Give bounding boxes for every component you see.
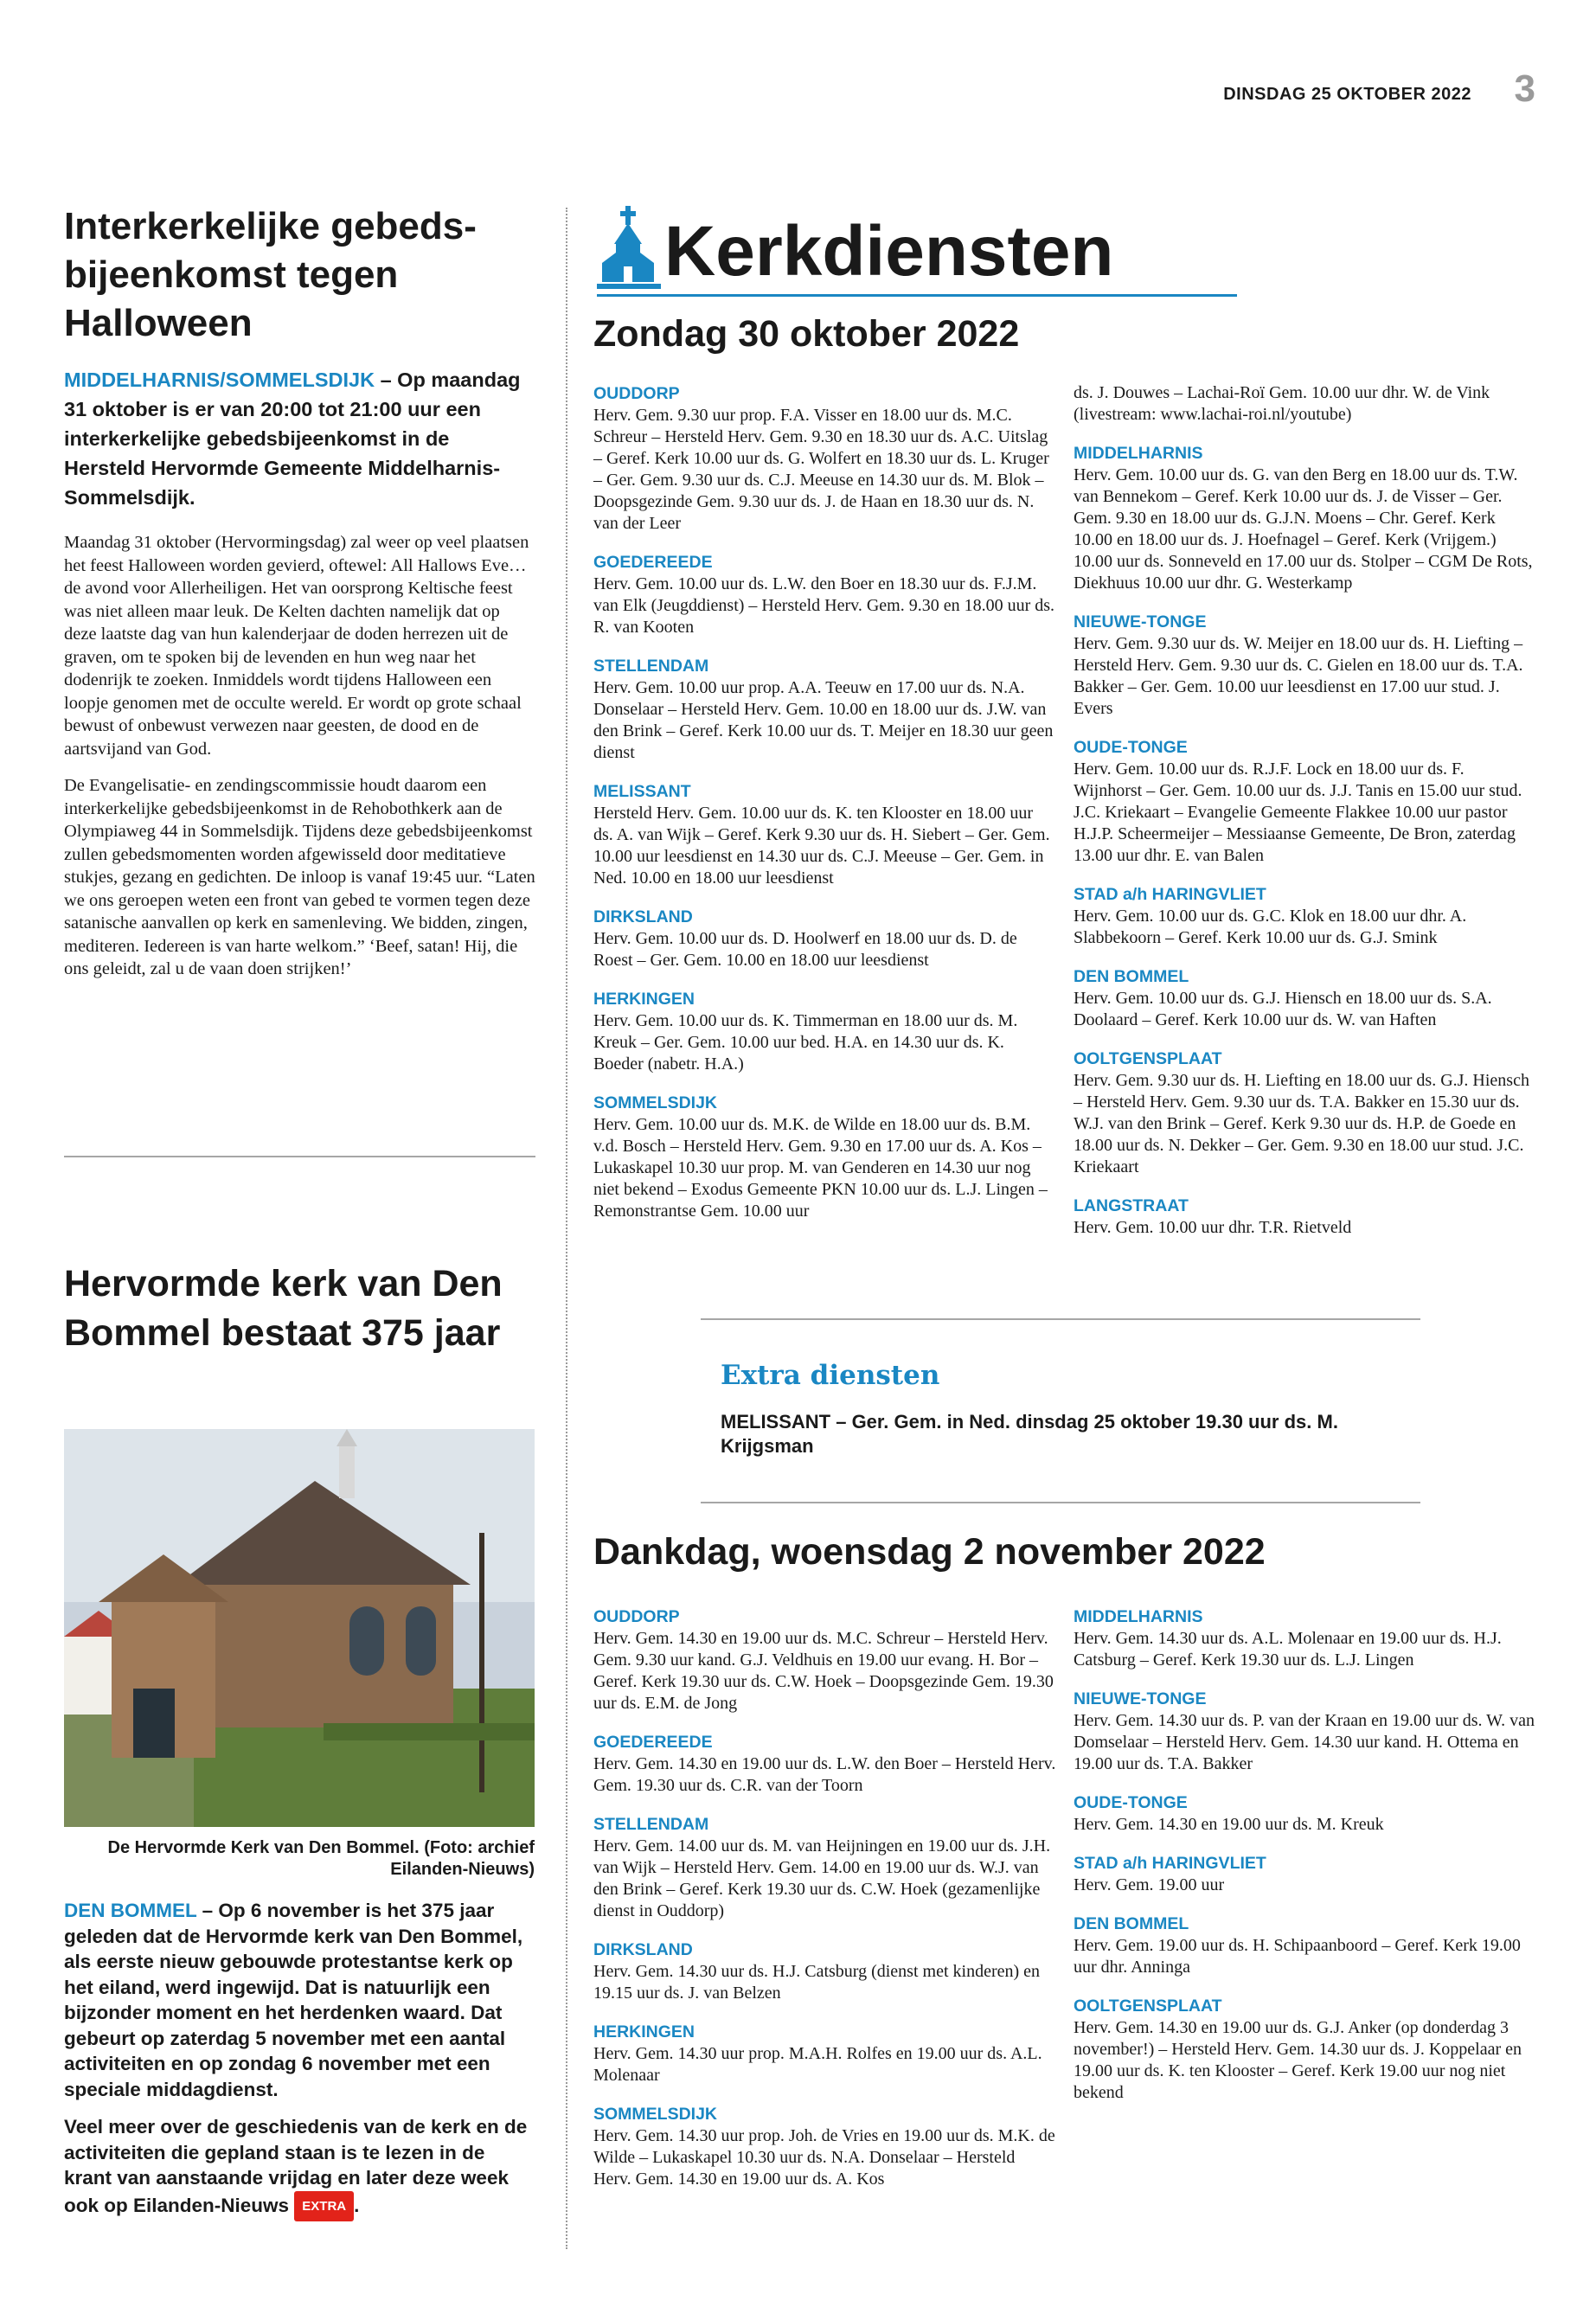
service-entry bbox=[593, 1939, 1056, 2004]
service-text: Herv. Gem. 9.30 uur ds. H. Liefting en 18.00 uur ds. G.J. Hiensch – Hersteld Herv. Gem. 9.30 uur ds. T.A. Bakker en 15.30 uur ds. W.J. van den Brink – Geref. Kerk 9.30 uur ds. H.P. de Goede en 18.00 uur ds. N. Dekker – Ger. Gem. 9.30 en 18.00 uur stud. J.C. Kriekaart bbox=[1074, 1071, 1529, 1176]
service-place: MELISSANT bbox=[593, 782, 691, 801]
service-text: Herv. Gem. 14.30 uur prop. M.A.H. Rolfes en 19.00 uur ds. A.L. Molenaar bbox=[593, 2044, 1042, 2085]
service-entry bbox=[593, 1606, 1056, 1715]
column-divider bbox=[566, 208, 567, 2249]
article-halloween bbox=[64, 202, 535, 995]
service-entry bbox=[593, 906, 1056, 971]
service-entry bbox=[1074, 442, 1536, 594]
service-entry bbox=[1074, 1195, 1536, 1239]
sunday-services-left bbox=[593, 382, 1056, 1239]
article-body bbox=[64, 531, 535, 981]
service-place: STELLENDAM bbox=[593, 1815, 709, 1834]
service-entry bbox=[593, 1813, 1056, 1922]
service-place: OUDE-TONGE bbox=[1074, 1793, 1188, 1812]
article-more bbox=[64, 2114, 535, 2221]
service-text: Herv. Gem. 14.30 uur ds. H.J. Catsburg (dienst met kinderen) en 19.15 uur ds. J. van Belzen bbox=[593, 1962, 1041, 2003]
service-entry bbox=[1074, 883, 1536, 949]
service-text: Herv. Gem. 10.00 uur ds. K. Timmerman en 18.00 uur ds. M. Kreuk – Ger. Gem. 10.00 uur bed. H.A. en 14.30 uur ds. K. Boeder (nabetr. H.A.) bbox=[593, 1011, 1018, 1074]
service-place: HERKINGEN bbox=[593, 2022, 695, 2041]
service-entry bbox=[593, 2021, 1056, 2086]
service-text: Herv. Gem. 10.00 uur ds. M.K. de Wilde en 18.00 uur ds. B.M. v.d. Bosch – Hersteld Herv. Gem. 9.30 en 17.00 uur ds. A. Kos – Lukaskapel 10.30 uur prop. M. van Genderen en 14.30 uur nog niet bekend – Exodus Gemeente PKN 10.00 uur ds. L.J. Lingen – Remonstrantse Gem. 10.00 uur bbox=[593, 1115, 1048, 1221]
service-text: Herv. Gem. 10.00 uur dhr. T.R. Rietveld bbox=[1074, 1218, 1352, 1237]
service-place: GOEDEREEDE bbox=[593, 553, 713, 572]
article-lead bbox=[64, 365, 535, 512]
service-place: STAD a/h HARINGVLIET bbox=[1074, 885, 1266, 904]
service-entry bbox=[1074, 1852, 1536, 1896]
dankdag-services-left bbox=[593, 1606, 1056, 2207]
dankdag-title: Dankdag, woensdag 2 november 2022 bbox=[593, 1531, 1266, 1573]
service-text: Herv. Gem. 14.00 uur ds. M. van Heijningen en 19.00 uur ds. J.H. van Wijk – Hersteld Herv. Gem. 14.00 en 19.00 uur ds. W.J. van den Brink – Geref. Kerk 19.30 uur ds. C.W. Hoek (gezamenlijke dienst in Ouddorp) bbox=[593, 1836, 1051, 1920]
service-place: GOEDEREEDE bbox=[593, 1733, 713, 1752]
extra-diensten-text: MELISSANT – Ger. Gem. in Ned. dinsdag 25 oktober 19.30 uur ds. M. Krijgsman bbox=[721, 1411, 1338, 1457]
service-text: Herv. Gem. 10.00 uur ds. D. Hoolwerf en 18.00 uur ds. D. de Roest – Ger. Gem. 10.00 en 18.00 uur leesdienst bbox=[593, 929, 1017, 970]
service-entry bbox=[1074, 611, 1536, 720]
church-photo bbox=[64, 1429, 535, 1827]
extra-diensten-title: Extra diensten bbox=[721, 1360, 940, 1391]
service-text: Herv. Gem. 10.00 uur ds. R.J.F. Lock en 18.00 uur ds. F. Wijnhorst – Ger. Gem. 10.00 uur ds. J.J. Tanis en 15.00 uur stud. J.C. Kriekaart – Evangelie Gemeente Flakkee 10.00 uur pastor H.J.P. Scheermeijer – Messiaanse Gemeente, De Bron, zaterdag 13.00 uur dhr. E. van Balen bbox=[1074, 760, 1522, 865]
service-text: Herv. Gem. 9.30 uur prop. F.A. Visser en 18.00 uur ds. M.C. Schreur – Hersteld Herv. Gem. 9.30 en 18.30 uur ds. A.C. Uitslag – Geref. Kerk 10.00 uur ds. G. Wolfert en 18.30 uur ds. L. Kruger – Ger. Gem. 9.30 uur ds. C.J. Meeuse en 14.30 uur ds. M. Blok – Doopsgezinde Gem. 9.30 uur ds. J. de Haan en 18.30 uur ds. N. van der Leer bbox=[593, 406, 1049, 533]
service-entry bbox=[593, 2103, 1056, 2190]
service-place: DEN BOMMEL bbox=[1074, 1914, 1189, 1933]
photo-caption: De Hervormde Kerk van Den Bommel. (Foto: archief Eilanden-Nieuws) bbox=[107, 1838, 535, 1879]
article-headline: Hervormde kerk van Den Bommel bestaat 375 jaar bbox=[64, 1263, 503, 1354]
article-kicker: DEN BOMMEL bbox=[64, 1900, 197, 1921]
article-den-bommel-body bbox=[64, 1898, 535, 2221]
service-text: Herv. Gem. 14.30 uur prop. Joh. de Vries en 19.00 uur ds. M.K. de Wilde – Lukaskapel 10.30 uur ds. N.A. Donselaar – Hersteld Herv. Gem. 14.30 en 19.00 uur ds. A. Kos bbox=[593, 2126, 1055, 2189]
service-text: Herv. Gem. 10.00 uur ds. G.J. Hiensch en 18.00 uur ds. S.A. Doolaard – Geref. Kerk 10.00 uur ds. W. van Haften bbox=[1074, 989, 1492, 1029]
church-icon bbox=[597, 206, 661, 292]
service-entry bbox=[1074, 1995, 1536, 2104]
service-entry bbox=[1074, 1913, 1536, 1978]
article-headline: Interkerkelijke gebeds-bijeenkomst tegen Halloween bbox=[64, 205, 477, 344]
service-text: Herv. Gem. 9.30 uur ds. W. Meijer en 18.00 uur ds. H. Liefting – Hersteld Herv. Gem. 9.30 uur ds. C. Gielen en 18.00 uur ds. T.A. Bakker – Ger. Gem. 10.00 uur leesdienst en 17.00 uur stud. J. Evers bbox=[1074, 634, 1523, 718]
service-text: Herv. Gem. 10.00 uur prop. A.A. Teeuw en 17.00 uur ds. N.A. Donselaar – Hersteld Herv. Gem. 10.00 en 18.00 uur ds. J.W. van den Brink – Geref. Kerk 10.00 uur ds. T. Meijer en 18.30 uur geen dienst bbox=[593, 678, 1054, 762]
service-entry bbox=[1074, 1688, 1536, 1775]
extra-badge[interactable]: EXTRA bbox=[294, 2191, 354, 2222]
service-entry bbox=[593, 988, 1056, 1075]
service-place: DIRKSLAND bbox=[593, 1940, 693, 1959]
service-entry bbox=[1074, 1791, 1536, 1836]
service-text: Herv. Gem. 10.00 uur ds. G.C. Klok en 18.00 uur dhr. A. Slabbekoorn – Geref. Kerk 10.00 uur ds. G.J. Smink bbox=[1074, 907, 1467, 947]
service-place: LANGSTRAAT bbox=[1074, 1196, 1189, 1215]
service-text: Herv. Gem. 14.30 en 19.00 uur ds. M. Kreuk bbox=[1074, 1815, 1384, 1834]
kerkdiensten-title: Kerkdiensten bbox=[664, 212, 1114, 291]
service-text: Herv. Gem. 14.30 en 19.00 uur ds. M.C. Schreur – Hersteld Herv. Gem. 9.30 uur kand. G.J. Veldhuis en 19.00 uur evang. H. Bor – Geref. Kerk 19.30 uur ds. C.W. Hoek – Doopsgezinde Gem. 19.30 uur ds. E.M. de Jong bbox=[593, 1629, 1054, 1713]
sunday-title: Zondag 30 oktober 2022 bbox=[593, 313, 1020, 355]
service-place: SOMMELSDIJK bbox=[593, 2105, 718, 2124]
dankdag-services-right bbox=[1074, 1606, 1536, 2120]
service-text: ds. J. Douwes – Lachai-Roï Gem. 10.00 uur dhr. W. de Vink (livestream: www.lachai-roi.nl/youtube) bbox=[1074, 383, 1490, 424]
article-kicker: MIDDELHARNIS/SOMMELSDIJK bbox=[64, 369, 375, 391]
service-entry bbox=[593, 551, 1056, 638]
service-text: Herv. Gem. 19.00 uur bbox=[1074, 1875, 1225, 1894]
service-entry bbox=[1074, 965, 1536, 1031]
article-more-text: Veel meer over de geschiedenis van de kerk en de activiteiten die gepland staan is te lezen in de krant van aanstaande vrijdag en later deze week ook op Eilanden-Nieuws bbox=[64, 2116, 528, 2216]
service-place: STELLENDAM bbox=[593, 657, 709, 676]
service-text: Herv. Gem. 10.00 uur ds. G. van den Berg en 18.00 uur ds. T.W. van Bennekom – Geref. Kerk 10.00 uur ds. J. de Visser – Ger. Gem. 9.30 en 18.00 uur ds. G.J.N. Moens – Chr. Geref. Kerk 10.00 en 18.00 uur ds. J. Hoefnagel – Geref. Kerk (Vrijgem.) 10.00 uur ds. Sonneveld en 17.00 uur ds. Stolper – CGM De Rots, Diekhuus 10.00 uur dhr. G. Westerkamp bbox=[1074, 465, 1533, 593]
service-place: OUDDORP bbox=[593, 1607, 680, 1626]
article-separator bbox=[64, 1156, 535, 1157]
service-text: Herv. Gem. 14.30 uur ds. A.L. Molenaar en 19.00 uur ds. H.J. Catsburg – Geref. Kerk 19.30 uur ds. L.J. Lingen bbox=[1074, 1629, 1502, 1670]
article-more-end: . bbox=[354, 2194, 360, 2216]
service-text: Herv. Gem. 10.00 uur ds. L.W. den Boer en 18.30 uur ds. F.J.M. van Elk (Jeugddienst) – Hersteld Herv. Gem. 9.30 en 18.00 uur ds. R. van Kooten bbox=[593, 574, 1055, 637]
sunday-services-right bbox=[1074, 382, 1536, 1255]
article-lead bbox=[64, 1898, 535, 2102]
service-place: OOLTGENSPLAAT bbox=[1074, 1997, 1222, 2016]
extra-separator-bottom bbox=[701, 1502, 1420, 1503]
page-number: 3 bbox=[1514, 67, 1535, 110]
service-entry bbox=[1074, 1606, 1536, 1671]
service-entry bbox=[593, 655, 1056, 764]
article-lead-text: – Op maandag 31 oktober is er van 20:00 tot 21:00 uur een interkerkelijke gebedsbijeenkomst in de Hersteld Hervormde Gemeente Middelharnis-Sommelsdijk. bbox=[64, 369, 521, 509]
article-den-bommel bbox=[64, 1259, 535, 1358]
service-entry bbox=[593, 1092, 1056, 1222]
service-text: Hersteld Herv. Gem. 10.00 uur ds. K. ten Klooster en 18.00 uur ds. A. van Wijk – Geref. Kerk 9.30 uur ds. H. Siebert – Ger. Gem. 10.00 uur leesdienst en 14.30 uur ds. C.J. Meeuse – Ger. Gem. in Ned. 10.00 en 18.00 uur leesdienst bbox=[593, 804, 1050, 888]
service-entry bbox=[593, 1731, 1056, 1797]
service-place: SOMMELSDIJK bbox=[593, 1093, 718, 1112]
service-entry bbox=[1074, 1048, 1536, 1178]
article-paragraph: Maandag 31 oktober (Hervormingsdag) zal weer op veel plaatsen het feest Halloween worden gevierd, oftewel: All Hallows Eve… de avond voor Allerheiligen. Het van oorsprong Keltische feest was niet alleen maar leuk. De Kelten dachten namelijk dat op deze laatste dag van hun kalenderjaar de doden herrezen uit de graven, om te spoken bij de levenden en hun weg naar het dodenrijk te zoeken. Inmiddels wordt tijdens Halloween een loopje genomen met de occulte wereld. Er wordt op grote schaal bewust of onbewust verwezen naar geesten, de dood en de aartsvijand van God. bbox=[64, 533, 529, 759]
service-place: OUDDORP bbox=[593, 384, 680, 403]
article-lead-text: – Op 6 november is het 375 jaar geleden dat de Hervormde kerk van Den Bommel, als eerste nieuw gebouwde protestantse kerk op het eiland, werd ingewijd. Dat is natuurlijk een bijzonder moment en het herdenken waard. Dat gebeurt op zaterdag 5 november met een aantal activiteiten en op zondag 6 november met een speciale middagdienst. bbox=[64, 1900, 523, 2100]
article-paragraph: De Evangelisatie- en zendingscommissie houdt daarom een interkerkelijke gebedsbijeenkomst in de Rehobothkerk aan de Olympiaweg 44 in Sommelsdijk. Tijdens deze gebedsbijeenkomst zullen gebedsmomenten worden afgewisseld door meditatieve stukjes, gezang en gedichten. De inloop is vanaf 19:45 uur. “Laten we ons geroepen weten een front van gebed te vormen tegen deze satanische aanvallen op kerk en samenleving. We bidden, zingen, mediteren. Iedereen is van harte welkom.” ‘Beef, satan! Hij, die ons geleidt, zal u de vaan doen strijken!’ bbox=[64, 776, 535, 978]
service-place: DIRKSLAND bbox=[593, 907, 693, 926]
extra-separator-top bbox=[701, 1318, 1420, 1320]
service-entry bbox=[593, 382, 1056, 535]
service-place: NIEUWE-TONGE bbox=[1074, 1689, 1207, 1708]
church-illustration bbox=[64, 1429, 535, 1827]
title-underline bbox=[597, 294, 1237, 297]
service-text: Herv. Gem. 14.30 en 19.00 uur ds. G.J. Anker (op donderdag 3 november!) – Hersteld Herv. Gem. 14.30 uur ds. J. Koppelaar en 19.00 uur ds. K. ten Klooster – Geref. Kerk 19.00 uur nog niet bekend bbox=[1074, 2018, 1522, 2102]
service-place: OOLTGENSPLAAT bbox=[1074, 1049, 1222, 1068]
service-place: MIDDELHARNIS bbox=[1074, 444, 1203, 463]
service-text: Herv. Gem. 14.30 uur ds. P. van der Kraan en 19.00 uur ds. W. van Domselaar – Hersteld Herv. Gem. 14.30 uur kand. H. Ottema en 19.00 uur ds. T.A. Bakker bbox=[1074, 1711, 1535, 1773]
service-place: OUDE-TONGE bbox=[1074, 738, 1188, 757]
service-place: STAD a/h HARINGVLIET bbox=[1074, 1854, 1266, 1873]
service-place: DEN BOMMEL bbox=[1074, 967, 1189, 986]
issue-date: DINSDAG 25 OKTOBER 2022 bbox=[1223, 85, 1471, 104]
service-place: MIDDELHARNIS bbox=[1074, 1607, 1203, 1626]
service-place: HERKINGEN bbox=[593, 990, 695, 1009]
service-entry bbox=[1074, 736, 1536, 867]
service-place: NIEUWE-TONGE bbox=[1074, 612, 1207, 631]
service-entry bbox=[593, 780, 1056, 889]
service-text: Herv. Gem. 14.30 en 19.00 uur ds. L.W. den Boer – Hersteld Herv. Gem. 19.30 uur ds. C.R. van der Toorn bbox=[593, 1754, 1056, 1795]
service-text: Herv. Gem. 19.00 uur ds. H. Schipaanboord – Geref. Kerk 19.00 uur dhr. Anninga bbox=[1074, 1936, 1521, 1977]
service-entry bbox=[1074, 382, 1536, 426]
